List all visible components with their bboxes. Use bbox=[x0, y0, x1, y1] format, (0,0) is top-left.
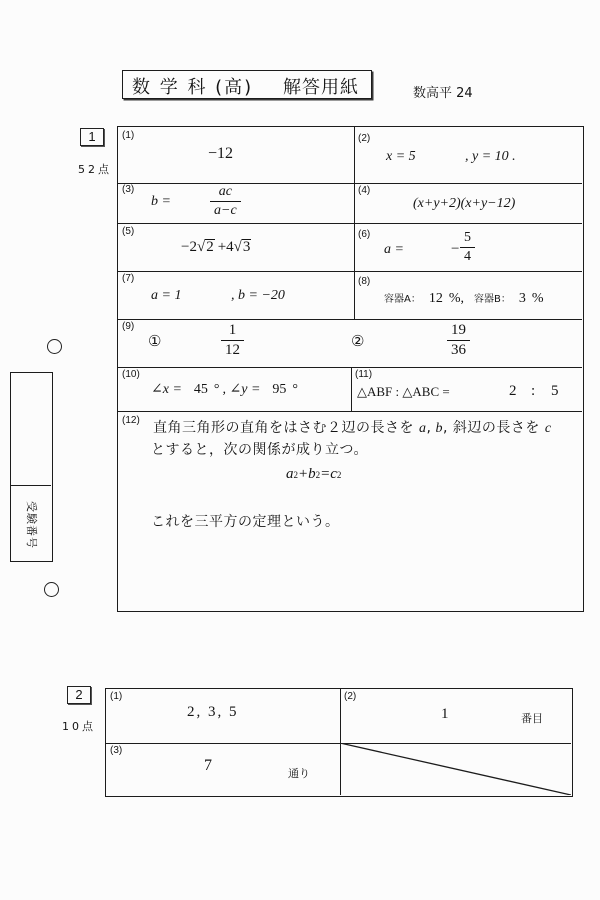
question-number: (6) bbox=[358, 229, 371, 240]
answer-cell-2-2 bbox=[340, 689, 571, 743]
answer-a-value: a = 1 bbox=[151, 288, 182, 303]
container-a-unit: %, bbox=[448, 291, 465, 306]
fraction-numerator: 19 bbox=[451, 322, 466, 338]
diagonal-strike-line bbox=[340, 743, 571, 795]
answer-value: −12 bbox=[208, 145, 234, 162]
answer-cell-6 bbox=[354, 223, 582, 271]
title-box bbox=[122, 70, 372, 99]
section-1-table bbox=[117, 126, 584, 612]
ratio-colon: : bbox=[531, 383, 536, 399]
exam-code: 数高平 24 bbox=[413, 86, 473, 101]
pythagorean-formula bbox=[286, 466, 341, 483]
angle-y-lhs: , ∠y = bbox=[222, 382, 261, 397]
variable-a: a bbox=[419, 421, 427, 436]
section-2-table bbox=[105, 688, 573, 797]
answer-cell-8 bbox=[354, 271, 582, 319]
answer-value: 2, 3, 5 bbox=[187, 704, 239, 720]
ratio-lhs: △ABF : △ABC = bbox=[357, 384, 450, 399]
question-number: (9) bbox=[122, 321, 135, 332]
sub-answer-2-mark: ② bbox=[351, 334, 365, 350]
sqrt-icon: √ bbox=[233, 239, 242, 255]
formula-exponent: 2 bbox=[293, 470, 298, 480]
fraction-numerator: 1 bbox=[228, 322, 237, 338]
variable-b: b bbox=[435, 421, 443, 436]
question-number: (12) bbox=[122, 415, 140, 426]
answer-cell-2-3 bbox=[106, 743, 340, 795]
answer-lhs: a = bbox=[384, 242, 404, 257]
sqrt-icon: √ bbox=[196, 239, 206, 255]
fraction-denominator: a−c bbox=[210, 201, 241, 219]
radicand: 3 bbox=[242, 239, 251, 255]
section-2-number: 2 bbox=[67, 686, 91, 704]
exam-number-divider bbox=[11, 485, 51, 486]
radicand: 2 bbox=[206, 239, 214, 255]
answer-cell-4 bbox=[354, 183, 582, 223]
answer-cell-3 bbox=[118, 183, 354, 223]
question-number: (5) bbox=[122, 226, 135, 237]
question-number: (2) bbox=[344, 691, 357, 702]
section-1-number: 1 bbox=[80, 128, 104, 146]
question-number: (7) bbox=[122, 273, 135, 284]
section-1-points: 52点 bbox=[78, 163, 112, 176]
answer-cell-2 bbox=[354, 127, 582, 183]
answer-cell-12 bbox=[118, 411, 582, 610]
formula-a: a bbox=[286, 466, 294, 482]
container-b-label: 容器B： bbox=[474, 294, 511, 305]
sub-answer-1-mark: ① bbox=[148, 334, 162, 350]
question-number: (3) bbox=[122, 184, 135, 195]
answer-fraction bbox=[460, 230, 475, 265]
formula-plus-b: +b bbox=[298, 466, 316, 482]
answer-value: 1 bbox=[441, 706, 449, 722]
container-a-label: 容器A： bbox=[384, 294, 421, 305]
container-a-value: 12 bbox=[428, 291, 443, 306]
section-2-points: 10点 bbox=[62, 720, 96, 733]
answer-text-line-1 bbox=[153, 417, 552, 437]
question-number: (11) bbox=[355, 369, 373, 380]
answer-radical-expression bbox=[181, 239, 251, 256]
formula-exponent: 2 bbox=[315, 470, 321, 480]
answer-unit: 番目 bbox=[521, 712, 543, 725]
answer-cell-2-1 bbox=[106, 689, 340, 743]
angle-x-unit: ° bbox=[213, 382, 220, 397]
answer-lhs: b = bbox=[151, 194, 171, 209]
ratio-left-value: 2 bbox=[509, 383, 517, 399]
sub-answer-1-fraction bbox=[221, 322, 244, 360]
answer-cell-10 bbox=[118, 367, 351, 411]
answer-text-line-3: これを三平方の定理という。 bbox=[151, 514, 340, 530]
angle-x-value: 45 bbox=[193, 382, 208, 397]
container-b-value: 3 bbox=[518, 291, 526, 306]
ratio-right-value: 5 bbox=[551, 383, 559, 399]
question-number: (1) bbox=[122, 130, 135, 141]
exam-number-label: 受験番号 bbox=[25, 501, 38, 549]
answer-y-value: , y = 10 . bbox=[465, 149, 516, 164]
title-answer-sheet: 解答用紙 bbox=[283, 77, 359, 98]
fraction-numerator: ac bbox=[218, 184, 232, 199]
binder-hole-icon bbox=[47, 339, 62, 354]
answer-sign: − bbox=[451, 241, 460, 257]
answer-cell-7 bbox=[118, 271, 354, 319]
answer-x-value: x = 5 bbox=[386, 149, 416, 164]
angle-x-lhs: ∠x = bbox=[151, 382, 182, 397]
container-b-unit: % bbox=[531, 291, 544, 306]
question-number: (1) bbox=[110, 691, 123, 702]
radical-coefficient: +4 bbox=[217, 239, 234, 255]
fraction-denominator: 12 bbox=[221, 340, 244, 359]
question-number: (10) bbox=[122, 369, 140, 380]
fraction-numerator: 5 bbox=[464, 230, 471, 245]
answer-fraction bbox=[210, 184, 241, 219]
text-segment: 直角三角形の直角をはさむ２辺の長さを bbox=[153, 420, 414, 436]
title-subject: 数 学 科 (高) bbox=[132, 77, 254, 98]
variable-c: c bbox=[544, 421, 552, 436]
question-number: (4) bbox=[358, 185, 371, 196]
unused-cell bbox=[340, 743, 571, 795]
text-segment: , 斜辺の長さを bbox=[442, 420, 540, 436]
answer-cell-11 bbox=[351, 367, 582, 411]
sub-answer-2-fraction bbox=[447, 322, 470, 360]
answer-value: 7 bbox=[204, 757, 212, 774]
question-number: (3) bbox=[110, 745, 123, 756]
answer-cell-5 bbox=[118, 223, 354, 271]
question-number: (2) bbox=[358, 133, 371, 144]
exam-number-box bbox=[10, 372, 53, 562]
answer-angles bbox=[151, 381, 298, 398]
fraction-denominator: 4 bbox=[460, 247, 475, 265]
answer-b-value: , b = −20 bbox=[231, 288, 285, 303]
text-separator: , bbox=[426, 420, 432, 436]
formula-equals-c: =c bbox=[320, 466, 337, 482]
question-number: (8) bbox=[358, 276, 371, 287]
angle-y-value: 95 bbox=[272, 382, 287, 397]
answer-cell-9 bbox=[118, 319, 582, 367]
angle-y-unit: ° bbox=[292, 382, 299, 397]
answer-text-line-2: とすると，次の関係が成り立つ。 bbox=[151, 442, 368, 458]
binder-hole-icon bbox=[44, 582, 59, 597]
answer-cell-1 bbox=[118, 127, 354, 183]
formula-exponent: 2 bbox=[336, 470, 342, 480]
fraction-denominator: 36 bbox=[447, 340, 470, 359]
radical-coefficient: −2 bbox=[181, 239, 197, 255]
answer-unit: 通り bbox=[288, 767, 310, 780]
answer-value: (x+y+2)(x+y−12) bbox=[413, 196, 516, 211]
answer-concentrations bbox=[384, 290, 544, 307]
